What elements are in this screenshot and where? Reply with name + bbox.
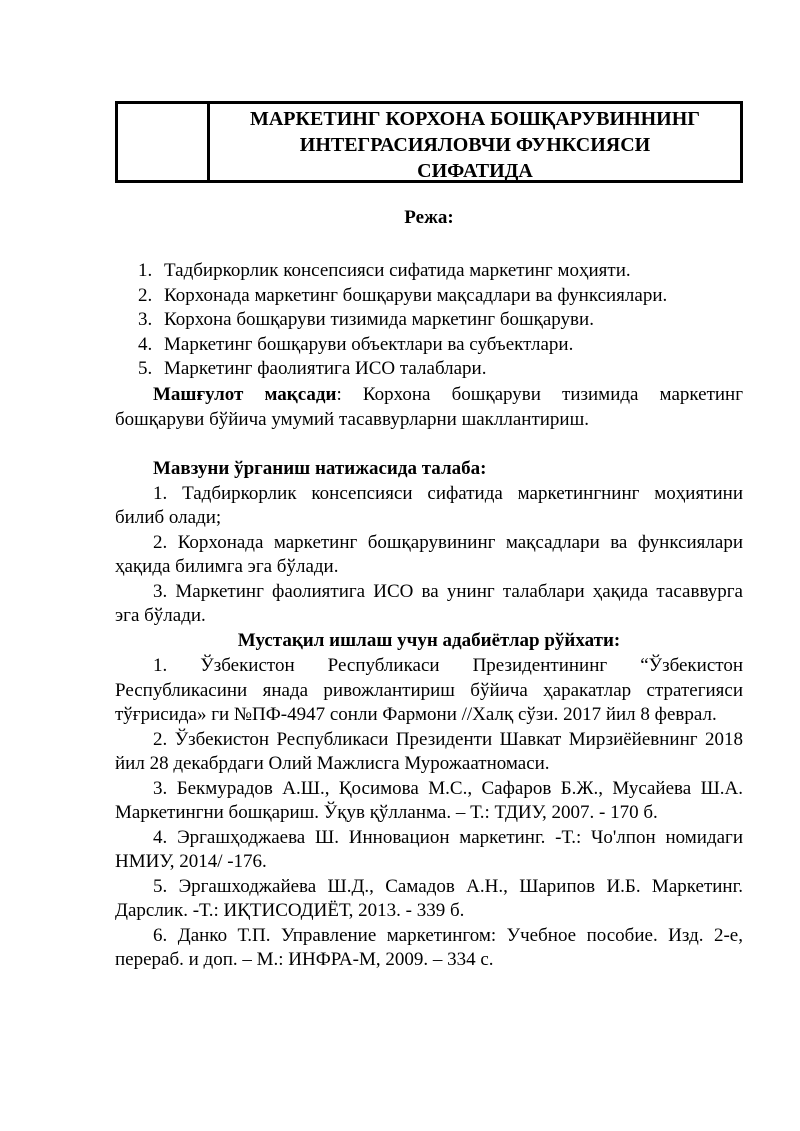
plan-item-number: 4.: [138, 333, 153, 355]
outcomes-heading: Мавзуни ўрганиш натижасида талаба:: [153, 458, 487, 479]
goal-label: Машғулот мақсади: [153, 384, 337, 405]
references-heading: Мустақил ишлаш учун адабиётлар рўйхати:: [237, 630, 621, 651]
reference-item: 6. Данко Т.П. Управление маркетингом: Учебное пособие. Изд. 2-е, перераб. и доп. – М.: ИНФРА-М, 2009. – 334 с.: [115, 924, 743, 970]
outcome-item: 3. Маркетинг фаолиятига ИСО ва унинг талаблари ҳақида тасаввурга эга бўлади.: [115, 580, 743, 626]
title-line: МАРКЕТИНГ КОРХОНА БОШҚАРУВИННИНГ: [249, 108, 701, 130]
plan-list: [138, 259, 738, 382]
outcome-item: 2. Корхонада маркетинг бошқарувининг мақсадлари ва функсиялари ҳақида билимга эга бўлади.: [115, 531, 743, 577]
plan-item: [138, 308, 738, 333]
plan-heading: Режа:: [404, 207, 454, 228]
goal-text: Корхона бошқаруви тизимида маркетинг бошқаруви бўйича умумий тасаввурларни шакллантириш.: [115, 384, 744, 430]
title-table: [115, 101, 743, 183]
document-title: [210, 104, 740, 180]
title-line: ИНТЕГРАСИЯЛОВЧИ ФУНКСИЯСИ: [299, 134, 651, 156]
plan-item-text: Тадбиркорлик консепсияси сифатида маркетинг моҳияти.: [164, 260, 631, 281]
title-line: СИФАТИДА: [417, 160, 533, 182]
plan-item: [138, 357, 738, 382]
title-empty-cell: [118, 104, 210, 180]
plan-item: [138, 259, 738, 284]
references-list: [115, 654, 743, 973]
plan-item-text: Корхона бошқаруви тизимида маркетинг бошқаруви.: [164, 309, 594, 330]
plan-item-number: 2.: [138, 284, 153, 306]
goal-separator: :: [336, 384, 363, 405]
plan-item-number: 3.: [138, 309, 153, 330]
reference-item: 1. Ўзбекистон Республикаси Президентининг “Ўзбекистон Республикасини янада ривожлантириш бўйича ҳаракатлар стратегияси тўғрисида» ги №ПФ-4947 сонли Фармони //Халқ сўзи. 2017 йил 8 феврал.: [115, 655, 743, 725]
reference-item: 3. Бекмурадов А.Ш., Қосимова М.С., Сафаров Б.Ж., Мусайева Ш.А. Маркетингни бошқариш. Ўқув қўлланма. – Т.: ТДИУ, 2007. - 170 б.: [115, 777, 743, 823]
plan-item-text: Корхонада маркетинг бошқаруви мақсадлари ва функсиялари.: [164, 284, 668, 306]
plan-item-text: Маркетинг бошқаруви объектлари ва субъектлари.: [164, 333, 574, 355]
reference-item: 2. Ўзбекистон Республикаси Президенти Шавкат Мирзиёйевнинг 2018 йил 28 декабрдаги Олий Мажлисга Мурожаатномаси.: [115, 728, 743, 774]
plan-item-text: Маркетинг фаолиятига ИСО талаблари.: [164, 358, 487, 379]
plan-item-number: 5.: [138, 358, 153, 379]
learning-outcomes: [115, 457, 743, 629]
outcome-item: 1. Тадбиркорлик консепсияси сифатида маркетингнинг моҳиятини билиб олади;: [115, 482, 743, 528]
lesson-goal: [115, 383, 743, 432]
plan-item: [138, 284, 738, 309]
reference-item: 5. Эргашходжайева Ш.Д., Самадов А.Н., Шарипов И.Б. Маркетинг. Дарслик. -Т.: ИҚТИСОДИЁТ, 2013. - 339 б.: [115, 875, 743, 921]
plan-item: [138, 333, 738, 358]
plan-item-number: 1.: [138, 260, 153, 281]
reference-item: 4. Эргашҳоджаева Ш. Инновацион маркетинг. -Т.: Чо'лпон номидаги НМИУ, 2014/ -176.: [115, 826, 743, 872]
